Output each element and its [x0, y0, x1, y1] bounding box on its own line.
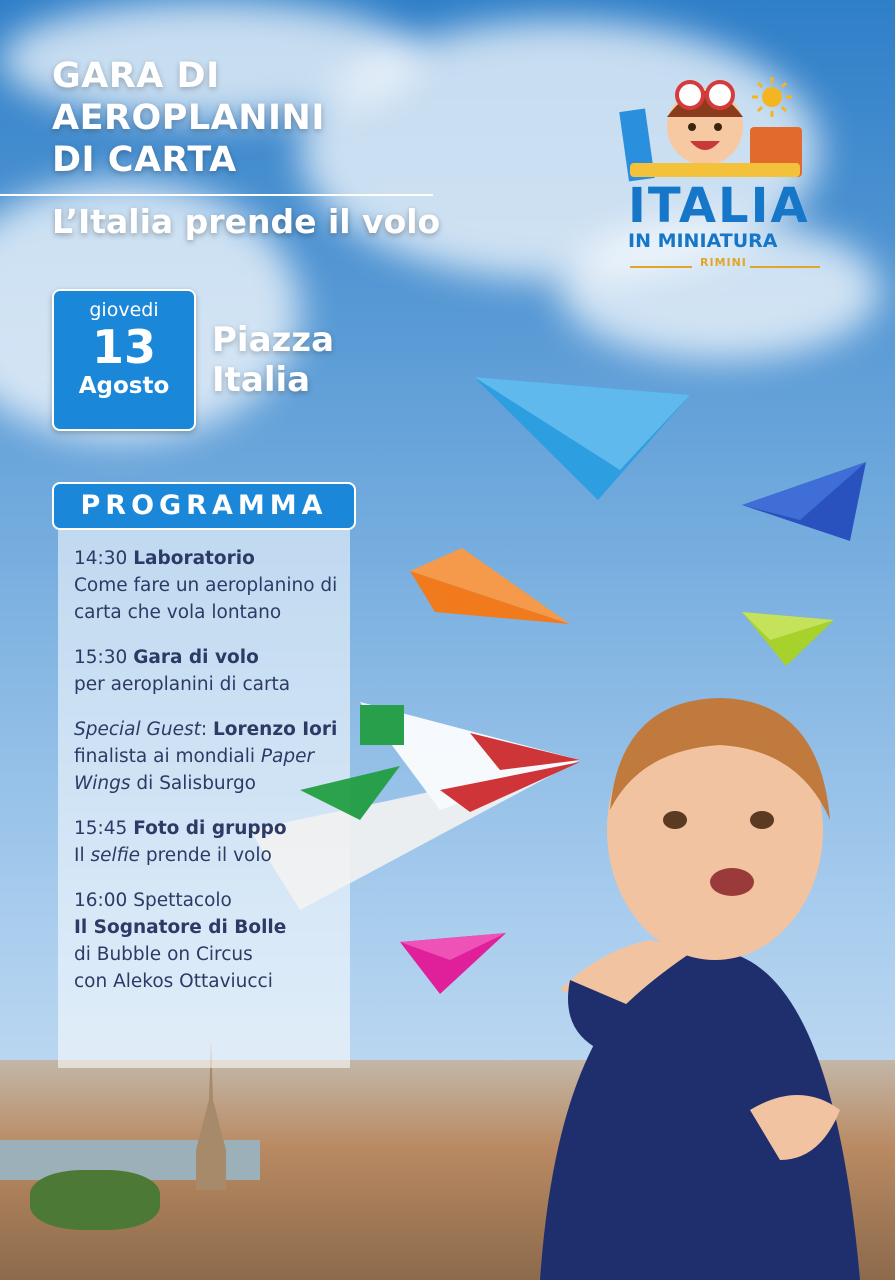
program-time: 14:30 [74, 548, 128, 569]
program-item [74, 545, 354, 626]
program-list [74, 545, 354, 1013]
date-day-number: 13 [91, 320, 156, 374]
title-line: DI CARTA [52, 140, 237, 180]
program-desc-emphasis: selfie [90, 845, 140, 866]
logo-text-italia: ITALIA [628, 178, 810, 234]
paper-plane-icon [474, 377, 690, 500]
location-line: Piazza [212, 320, 335, 360]
program-desc: di Bubble on Circus [74, 944, 253, 965]
program-desc-emphasis: Paper Wings [74, 746, 315, 794]
program-time: 16:00 [74, 890, 128, 911]
program-plain: Spettacolo [133, 890, 232, 911]
program-item: Special Guest: Lorenzo Iori finalista ai mondiali Paper Wings di Salisburgo [74, 719, 338, 794]
program-title: Foto di gruppo [133, 818, 287, 839]
program-desc: Come fare un aeroplanino di carta che vola lontano [74, 575, 338, 623]
program-prefix: Special Guest [74, 719, 201, 740]
location-line: Italia [212, 360, 311, 400]
program-time: 15:45 [74, 818, 128, 839]
program-desc: Il [74, 845, 91, 866]
program-title: Il Sognatore di Bolle [74, 917, 287, 938]
program-title: Lorenzo Iori [213, 719, 338, 740]
program-item [74, 887, 354, 995]
logo-text-rimini: RIMINI [700, 256, 747, 269]
program-desc: di Salisburgo [130, 773, 256, 794]
program-desc: per aeroplanini di carta [74, 674, 291, 695]
event-subtitle: L’Italia prende il volo [52, 202, 441, 241]
logo-text-in-miniatura: IN MINIATURA [628, 230, 778, 252]
program-item [74, 644, 354, 698]
program-desc: finalista ai mondiali [74, 746, 261, 767]
program-title: Laboratorio [133, 548, 255, 569]
program-heading: PROGRAMMA [52, 482, 356, 530]
paper-plane-icon [400, 933, 506, 994]
program-desc: con Alekos Ottaviucci [74, 971, 273, 992]
child-photo [500, 690, 895, 1280]
title-line: GARA DI [52, 56, 220, 96]
program-title: Gara di volo [133, 647, 259, 668]
program-time: 15:30 [74, 647, 128, 668]
paper-plane-icon [742, 462, 866, 541]
date-weekday: giovedi [89, 299, 159, 321]
title-line: AEROPLANINI [52, 98, 325, 138]
date-month: Agosto [78, 373, 170, 399]
paper-plane-icon [742, 612, 834, 666]
program-item [74, 815, 354, 869]
paper-plane-icon [410, 548, 570, 624]
program-desc: prende il volo [139, 845, 272, 866]
